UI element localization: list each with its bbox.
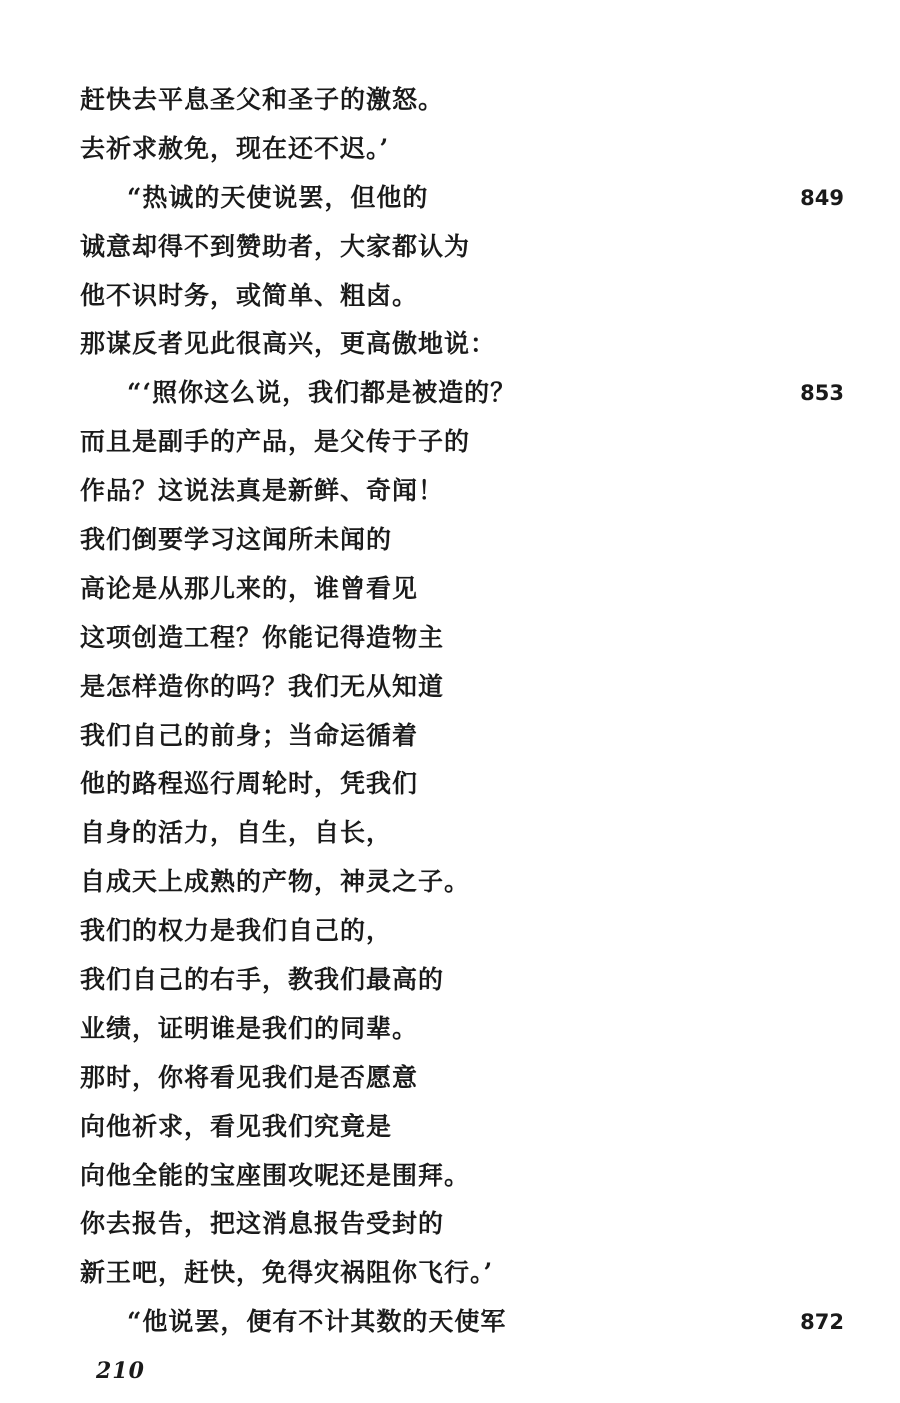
poem-line-text: 赶快去平息圣父和圣子的激怒。 [80, 85, 445, 114]
poem-line [80, 663, 820, 712]
poem-line [80, 1200, 820, 1249]
poem-line [80, 1103, 820, 1152]
poem-line [80, 516, 820, 565]
poem-line [80, 956, 820, 1005]
poem-line-text: 新王吧，赶快，免得灾祸阻你飞行。’ [80, 1258, 494, 1288]
poem-text [80, 76, 844, 1347]
page-number: 210 [96, 1358, 145, 1384]
poem-line [80, 76, 820, 125]
poem-line [80, 272, 820, 321]
poem-line [80, 565, 820, 614]
poem-line [80, 907, 820, 956]
poem-line-text: 向他祈求，看见我们究竟是 [80, 1111, 393, 1141]
poem-line-text: 是怎样造你的吗？我们无从知道 [80, 671, 445, 701]
poem-line [80, 369, 844, 418]
poem-line [80, 1005, 820, 1054]
poem-line [80, 1152, 820, 1201]
poem-line-text: 作品？这说法真是新鲜、奇闻！ [80, 476, 445, 506]
poem-line [80, 467, 820, 516]
line-number: 872 [800, 1310, 844, 1335]
line-number: 849 [800, 185, 844, 210]
poem-line [80, 858, 820, 907]
poem-line-text: 那时，你将看见我们是否愿意 [80, 1062, 419, 1092]
poem-line-text: 你去报告，把这消息报告受封的 [80, 1209, 445, 1239]
poem-line-text: 我们自己的右手，教我们最高的 [80, 965, 445, 995]
line-number: 853 [800, 381, 844, 406]
poem-line [80, 1249, 820, 1298]
poem-line [80, 614, 820, 663]
poem-line-text: 而且是副手的产品，是父传于子的 [80, 427, 471, 457]
poem-line [80, 418, 820, 467]
poem-line-text: 这项创造工程？你能记得造物主 [80, 622, 445, 652]
poem-line-text: 自成天上成熟的产物，神灵之子。 [80, 867, 471, 897]
poem-line [80, 174, 844, 223]
poem-line-text: 他不识时务，或简单、粗卤。 [80, 280, 419, 310]
poem-line-text: “他说罢，便有不计其数的天使军 [127, 1307, 507, 1337]
poem-line-text: 他的路程巡行周轮时，凭我们 [80, 769, 419, 799]
poem-line-text: “热诚的天使说罢，但他的 [127, 182, 429, 212]
poem-line-text: 我们的权力是我们自己的， [80, 916, 393, 946]
poem-line [80, 809, 820, 858]
poem-line [80, 760, 820, 809]
poem-line [80, 712, 820, 761]
poem-line [80, 125, 820, 174]
poem-line-text: 我们自己的前身；当命运循着 [80, 720, 419, 750]
poem-line-text: 自身的活力，自生，自长， [80, 818, 393, 848]
poem-line [80, 223, 820, 272]
poem-line-text: “‘照你这么说，我们都是被造的？ [127, 378, 517, 408]
poem-line [80, 1054, 820, 1103]
poem-line-text: 高论是从那儿来的，谁曾看见 [80, 573, 419, 603]
poem-line-text: 向他全能的宝座围攻呢还是围拜。 [80, 1160, 471, 1190]
poem-line [80, 320, 820, 369]
poem-line-text: 我们倒要学习这闻所未闻的 [80, 525, 393, 555]
poem-line [80, 1298, 844, 1347]
poem-line-text: 去祈求赦免，现在还不迟。’ [80, 133, 390, 163]
poem-line-text: 那谋反者见此很高兴，更高傲地说： [80, 329, 497, 359]
poem-line-text: 业绩，证明谁是我们的同辈。 [80, 1013, 419, 1043]
poem-line-text: 诚意却得不到赞助者，大家都认为 [80, 231, 471, 261]
